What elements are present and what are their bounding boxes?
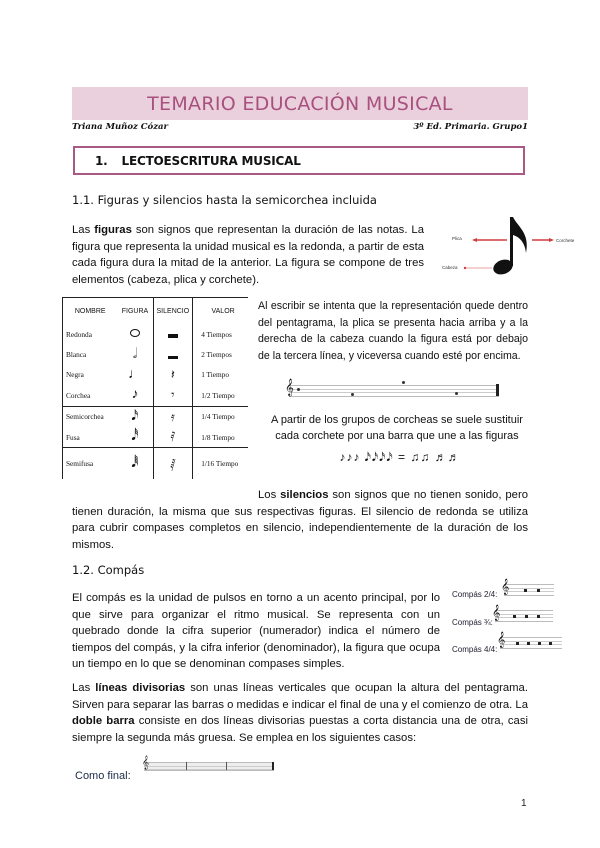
col-header-value: VALOR: [193, 298, 248, 325]
sixteenth-rest-icon: 𝄿: [153, 406, 193, 427]
table-header-row: [63, 298, 249, 325]
beaming-example-icon: ♪♪♪ 𝅘𝅥𝅯𝅘𝅥𝅯𝅘𝅥𝅯𝅘𝅥𝅯 = ♫♫ ♬♬: [339, 450, 461, 464]
final-double-bar-staff: [142, 755, 274, 770]
figure-name: Negra: [63, 365, 118, 385]
figure-value: 4 Tiempos: [201, 329, 232, 339]
section-title: LECTOESCRITURA MUSICAL: [121, 153, 301, 168]
silences-term: silencios: [280, 489, 329, 501]
compas-intro-paragraph: El compás es la unidad de pulsos en torno a un acento principal, por lo que sirve para organizar el ritmo musical. Se representa con un quebrado donde la cifra superior (numerador) indica el número de tiempos del compás, y la cifra inferior (denominador), la figura que ocupa un tiempo en lo que se denominan compases simples.: [72, 592, 440, 670]
quarter-note-icon: ♩: [127, 366, 142, 382]
como-final-label: Como final:: [75, 770, 131, 782]
table-row: [63, 324, 249, 344]
cabeza-label: Cabeza: [442, 265, 458, 270]
figure-value: 1/2 Tiempo: [193, 385, 248, 406]
treble-clef-icon: 𝄞: [497, 631, 506, 647]
treble-clef-icon: 𝄞: [501, 578, 510, 594]
time-signature-3-4-label: Compás ¾:: [452, 618, 493, 627]
page-number: 1: [521, 798, 527, 809]
figures-table: [62, 297, 248, 479]
final-barline: [496, 384, 499, 396]
section-heading-box: [73, 146, 525, 175]
barlines-paragraph: Las líneas divisorias son unas líneas verticales que ocupan la altura del pentagrama. Sirven para separar las barras o medidas e indicar el final de una y el comienzo de otra. La doble barra consiste en dos líneas divisorias puestas a corta distancia una de otra, casi siempre la segunda más gruesa. Se emplea en los siguientes casos:: [72, 682, 528, 744]
silences-paragraph: Los silencios son signos que no tienen sonido, pero tienen duración, la misma que sus respectivas figuras. El silencio de redonda se utiliza para cubrir compases completos en silencio, independientemente de la duración de los mismos.: [72, 489, 528, 551]
whole-rest-icon: [153, 324, 193, 344]
course-info: 3º Ed. Primaria. Grupo1: [413, 122, 528, 132]
table-row: [63, 365, 249, 385]
col-header-figure: FIGURA: [117, 298, 153, 325]
author-name: Triana Muñoz Cózar: [72, 122, 169, 132]
table-row: [63, 344, 249, 364]
corchete-label: Corchete: [556, 238, 575, 243]
figure-name: Semifusa: [63, 448, 118, 479]
staff-lines: [289, 385, 499, 397]
eighth-note-icon: [452, 213, 587, 281]
figures-term: figuras: [94, 224, 132, 236]
document-title: TEMARIO EDUCACIÓN MUSICAL: [147, 92, 453, 115]
sixteenth-note-icon: 𝅘𝅥𝅯: [131, 408, 139, 424]
treble-clef-icon: 𝄞: [492, 604, 501, 620]
figure-value: 1/4 Tiempo: [201, 412, 235, 422]
figure-value: 1 Tiempo: [201, 370, 229, 380]
double-barline: [272, 762, 274, 770]
plica-label: Plica: [452, 236, 462, 241]
table-row: [63, 385, 249, 406]
beaming-paragraph: A partir de los grupos de corcheas se suele sustituir cada corchete por una barra que une a las figuras: [271, 414, 523, 442]
staff-2-4: [501, 578, 554, 594]
figure-value: 1/16 Tiempo: [201, 459, 239, 469]
table-row: [63, 448, 249, 479]
subsection-heading-1-2: 1.2. Compás: [72, 563, 145, 577]
figure-name: Redonda: [63, 324, 118, 344]
eighth-note-icon: ♪: [117, 385, 153, 406]
sixty-fourth-note-icon: 𝅘𝅥𝅱: [131, 455, 139, 471]
treble-clef-icon: 𝄞: [285, 379, 294, 396]
subsection-heading-1-1: 1.1. Figuras y silencios hasta la semicorchea incluida: [72, 193, 377, 207]
figure-value: 2 Tiempos: [201, 350, 232, 360]
col-header-name: NOMBRE: [63, 298, 118, 325]
figure-name: Corchea: [63, 385, 118, 406]
quarter-rest-icon: 𝄽: [153, 365, 193, 385]
eighth-rest-icon: 𝄾: [153, 385, 193, 406]
figure-name: Fusa: [63, 427, 118, 448]
note-anatomy-diagram: [442, 213, 587, 281]
half-rest-icon: [153, 344, 193, 364]
staff-3-4: [492, 604, 553, 620]
table-row: [63, 427, 249, 448]
treble-clef-icon: 𝄞: [142, 755, 150, 769]
col-header-rest: SILENCIO: [153, 298, 193, 325]
figures-intro-paragraph: Las figuras son signos que representan la duración de las notas. La figura que representa la unidad musical es la redonda, a partir de esta cada figura dura la mitad de la anterior. La figura se compone de tres elementos (cabeza, plica y corchete).: [72, 224, 424, 286]
title-band: [72, 87, 528, 120]
sixty-fourth-rest-icon: 𝅁: [153, 448, 193, 479]
figure-name: Blanca: [63, 344, 118, 364]
section-number: 1.: [95, 153, 108, 168]
double-bar-term: doble barra: [72, 715, 135, 727]
figure-name: Semicorchea: [63, 406, 118, 427]
thirty-second-rest-icon: 𝅀: [153, 427, 193, 448]
half-note-icon: 𝅗𝅥: [132, 346, 138, 362]
whole-note-icon: [117, 324, 153, 344]
table-row: [63, 406, 249, 427]
writing-rules-paragraph: Al escribir se intenta que la representación quede dentro del pentagrama, la plica se presenta hacia arriba y a la derecha de la cabeza cuando la figura está por debajo de la tercera línea, y viceversa cuando esté por encima.: [258, 300, 528, 362]
staff-4-4: [497, 631, 562, 647]
time-signature-2-4-label: Compás 2/4:: [452, 590, 498, 599]
barlines-term: líneas divisorias: [95, 682, 186, 694]
stem-direction-staff: [285, 379, 499, 397]
thirty-second-note-icon: 𝅘𝅥𝅰: [117, 427, 153, 448]
figure-value: 1/8 Tiempo: [193, 427, 248, 448]
time-signature-4-4-label: Compás 4/4:: [452, 645, 498, 654]
